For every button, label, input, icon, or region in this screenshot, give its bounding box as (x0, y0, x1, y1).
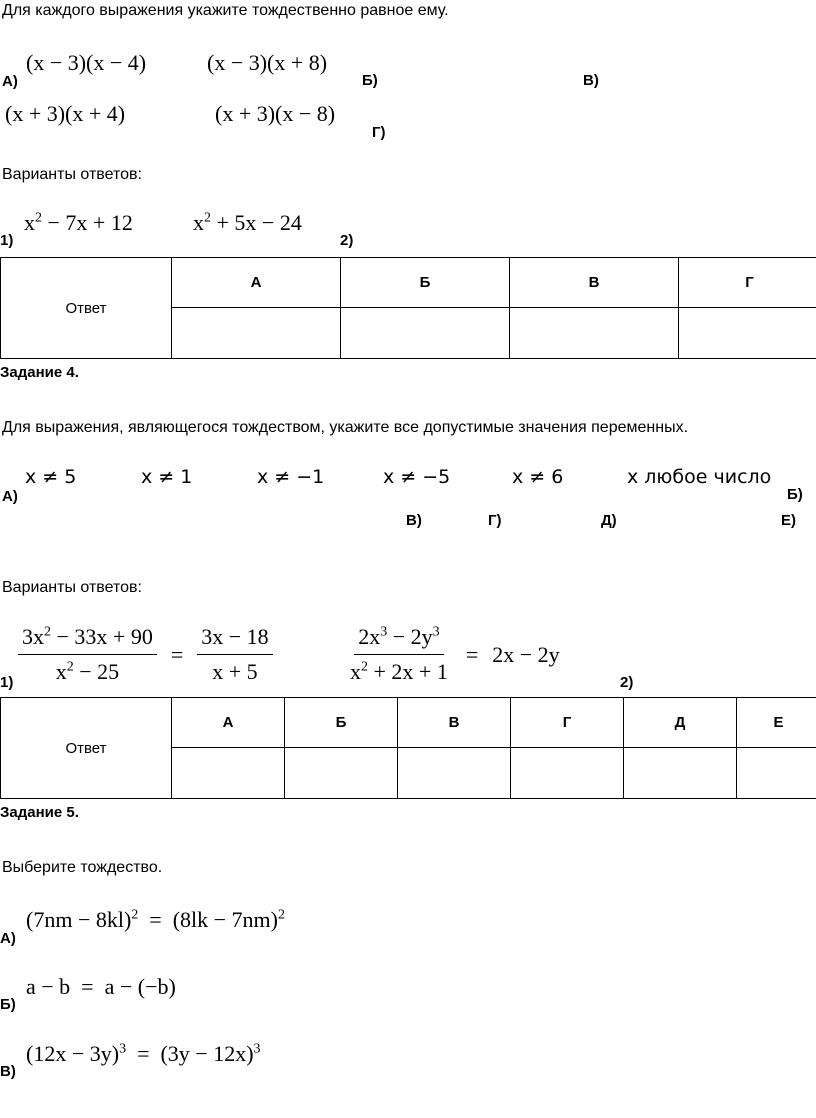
answer-label-2: 2) (340, 232, 354, 249)
option-label-e: Е) (781, 512, 796, 529)
option-label-a: А) (2, 488, 18, 505)
option-v: x ≠ −1 (257, 466, 325, 488)
choice-a-expr: $(7nm - 8kl)^2 = (8lk - 7nm)^2$ (26, 907, 285, 932)
task3-instruction: Для каждого выражения укажите тождественно равное ему. (2, 2, 449, 19)
option-g: x ≠ −5 (383, 466, 451, 488)
answer-cell-v[interactable] (510, 308, 679, 359)
answer-cell-d[interactable] (624, 748, 737, 799)
answer-row-label: Ответ (1, 698, 172, 799)
option-d: x ≠ 6 (512, 466, 564, 488)
choice-b-expr: a − b = a − (−b) (26, 974, 176, 999)
expr-v: (x + 3)(x + 4) (5, 101, 126, 126)
option-e: х любое число (627, 466, 772, 488)
answer-cell-b[interactable] (341, 308, 510, 359)
task4-title: Задание 4. (0, 364, 79, 381)
task5-title: Задание 5. (0, 804, 79, 821)
answers-title-1: Варианты ответов: (2, 166, 142, 183)
choice-v-expr: $(12x - 3y)^3 = (3y - 12x)^3$ (26, 1041, 261, 1066)
header-g: Г (511, 698, 624, 748)
option-label-d: Д) (601, 512, 617, 529)
header-a: А (172, 258, 341, 308)
expr-g: (x + 3)(x − 8) (215, 101, 336, 126)
answer-table-2 (0, 697, 816, 799)
choice-label-v: В) (0, 1063, 16, 1080)
identity-label-2: 2) (620, 674, 634, 691)
answer-cell-b[interactable] (285, 748, 398, 799)
header-v: В (398, 698, 511, 748)
answer-label-1: 1) (0, 232, 14, 249)
task5-instruction: Выберите тождество. (2, 859, 163, 876)
header-b: Б (341, 258, 510, 308)
answer-cell-a[interactable] (172, 308, 341, 359)
label-a: А) (2, 73, 18, 90)
answer-row-label: Ответ (1, 258, 172, 359)
answer-cell-g[interactable] (511, 748, 624, 799)
header-a: А (172, 698, 285, 748)
identity-2: $\frac{2x^3 - 2y^3}{x^2 + 2x + 1}$ = 2x − 2y (350, 624, 560, 684)
label-b: Б) (362, 72, 378, 89)
answer-1-expr: $x^2 - 7x + 12$ (24, 210, 133, 235)
option-label-v: В) (406, 512, 422, 529)
label-g: Г) (372, 124, 386, 141)
option-b: x ≠ 1 (141, 466, 193, 488)
answers-title-2: Варианты ответов: (2, 579, 142, 596)
choice-label-a: А) (0, 930, 16, 947)
answer-2-expr: $x^2 + 5x - 24$ (193, 210, 302, 235)
identity-1: $\frac{3x^2 - 33x + 90}{x^2 - 25}$ = $\frac{3x - 18}{x + 5}$ (18, 624, 273, 685)
task4-instruction: Для выражения, являющегося тождеством, укажите все допустимые значения переменных. (2, 419, 689, 436)
answer-cell-e[interactable] (737, 748, 816, 799)
answer-cell-v[interactable] (398, 748, 511, 799)
label-v: В) (583, 72, 599, 89)
choice-label-b: Б) (0, 996, 16, 1013)
option-label-g: Г) (488, 512, 502, 529)
header-g: Г (679, 258, 816, 308)
header-b: Б (285, 698, 398, 748)
option-label-b: Б) (787, 486, 803, 503)
header-e: Е (737, 698, 816, 748)
header-v: В (510, 258, 679, 308)
expr-b: (x − 3)(x + 8) (207, 50, 328, 75)
option-a: x ≠ 5 (25, 466, 77, 488)
header-d: Д (624, 698, 737, 748)
expr-a: (x − 3)(x − 4) (26, 50, 147, 75)
answer-cell-a[interactable] (172, 748, 285, 799)
answer-table-1 (0, 257, 816, 359)
answer-cell-g[interactable] (679, 308, 816, 359)
identity-label-1: 1) (0, 674, 14, 691)
